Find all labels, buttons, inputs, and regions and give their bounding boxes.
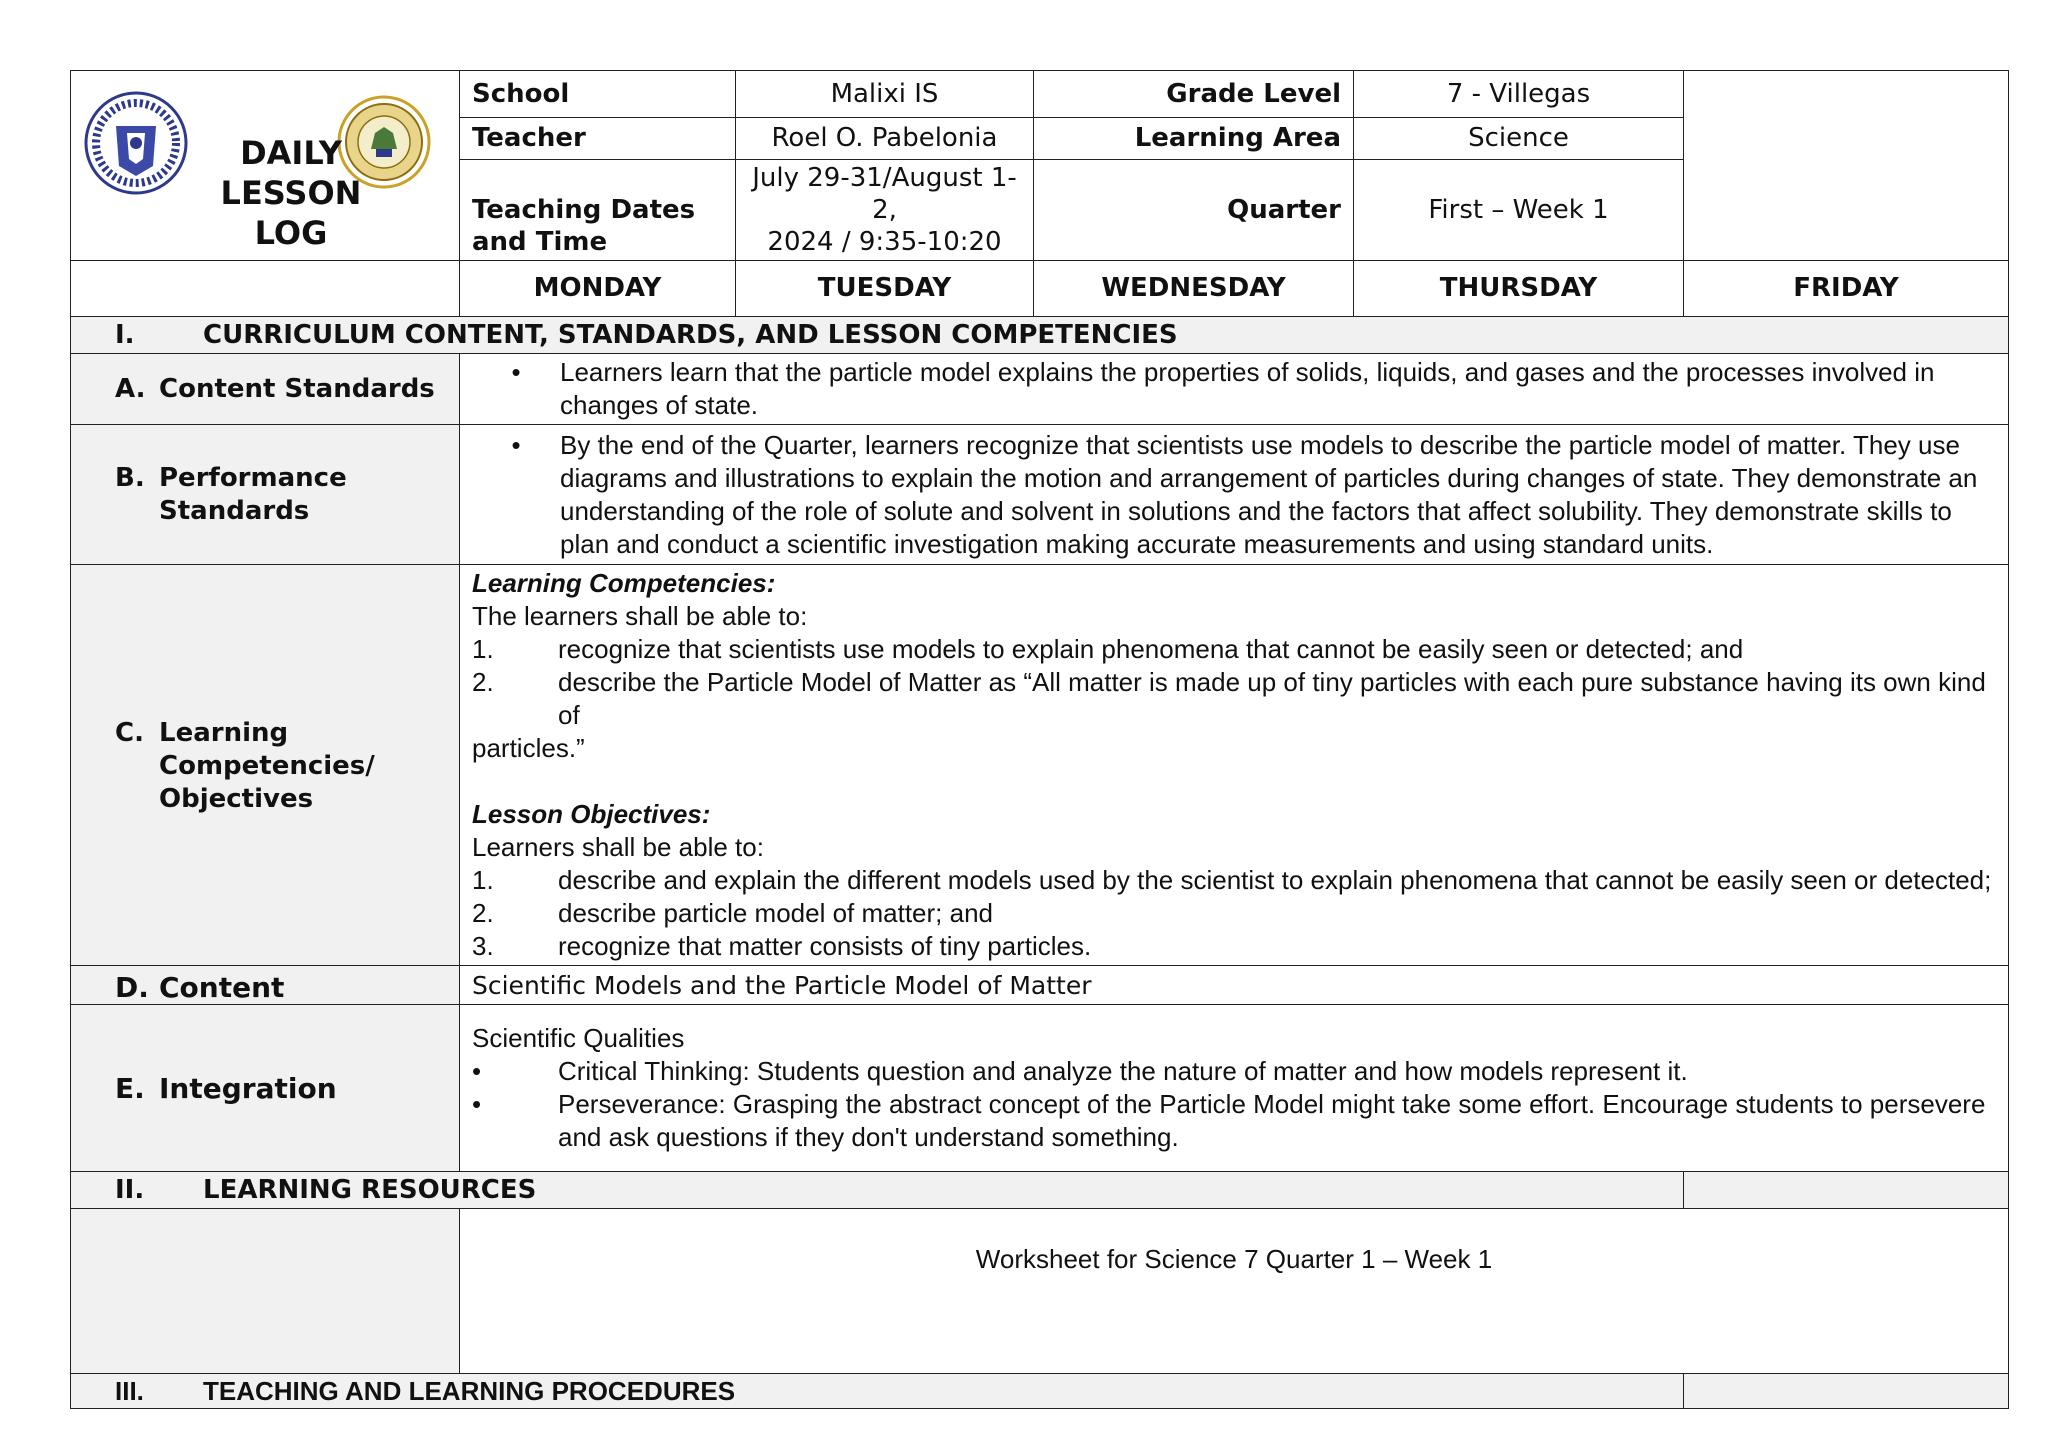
learning-competencies-content bbox=[460, 565, 2009, 966]
quarter-value: First – Week 1 bbox=[1354, 160, 1684, 261]
item-continuation: particles.” bbox=[472, 733, 585, 763]
section-curriculum-heading bbox=[71, 317, 2009, 354]
item-text: describe particle model of matter; and bbox=[558, 898, 993, 928]
performance-standards-label bbox=[71, 425, 460, 565]
item-number: 2. bbox=[472, 898, 494, 928]
day-friday: FRIDAY bbox=[1684, 261, 2009, 317]
content-label bbox=[71, 966, 460, 1005]
section-number: II. bbox=[115, 1174, 145, 1205]
resources-blank-cell bbox=[71, 1209, 460, 1374]
teaching-dates-value-line2: 2024 / 9:35-10:20 bbox=[767, 227, 1002, 257]
list-item bbox=[472, 897, 1996, 930]
section-title: TEACHING AND LEARNING PROCEDURES bbox=[203, 1375, 736, 1406]
item-number: 1. bbox=[472, 865, 494, 895]
daily-lesson-log-title bbox=[181, 133, 401, 253]
deped-seal-icon bbox=[86, 93, 186, 193]
logo-area bbox=[71, 71, 459, 260]
row-label-text: Content bbox=[159, 971, 285, 1004]
content-standards-body: Learners learn that the particle model explains the properties of solids, liquids, and gases and the processes involved in changes of state. bbox=[560, 357, 1935, 420]
row-letter: D. bbox=[115, 971, 149, 1004]
section-procedures-heading bbox=[71, 1374, 1684, 1409]
grade-level-value: 7 - Villegas bbox=[1354, 71, 1684, 118]
section-title: CURRICULUM CONTENT, STANDARDS, AND LESSON COMPETENCIES bbox=[203, 319, 1178, 350]
teaching-dates-label bbox=[460, 160, 736, 261]
row-label-text bbox=[159, 717, 375, 816]
learning-area-value: Science bbox=[1354, 118, 1684, 160]
teaching-dates-label-line2: and Time bbox=[472, 227, 608, 257]
title-line-daily: DAILY bbox=[240, 134, 342, 172]
day-monday: MONDAY bbox=[460, 261, 736, 317]
section-learning-resources-heading bbox=[71, 1172, 1684, 1209]
content-standards-text bbox=[460, 354, 2009, 425]
section-blank-cell bbox=[1684, 1374, 2009, 1409]
section-number: III. bbox=[115, 1375, 144, 1406]
section-number: I. bbox=[115, 319, 135, 350]
content-standards-label bbox=[71, 354, 460, 425]
integration-content bbox=[460, 1005, 2009, 1172]
days-blank-cell bbox=[71, 261, 460, 317]
label-line2: Standards bbox=[159, 495, 310, 526]
teaching-dates-value bbox=[736, 160, 1034, 261]
item-text: recognize that scientists use models to explain phenomena that cannot be easily seen or detected; and bbox=[558, 634, 1744, 664]
learning-competencies-heading: Learning Competencies: bbox=[472, 568, 776, 598]
row-letter: C. bbox=[115, 717, 144, 748]
item-text: recognize that matter consists of tiny particles. bbox=[558, 931, 1092, 961]
item-text: Perseverance: Grasping the abstract concept of the Particle Model might take some effort. Encourage students to persevere and ask questions if they don't understand something. bbox=[558, 1089, 1986, 1152]
teaching-dates-label-line1: Teaching Dates bbox=[472, 195, 696, 225]
learning-competencies-intro: The learners shall be able to: bbox=[472, 601, 808, 631]
day-thursday: THURSDAY bbox=[1354, 261, 1684, 317]
row-letter: B. bbox=[115, 462, 145, 493]
bullet-icon: • bbox=[511, 357, 521, 387]
title-line-log: LOG bbox=[254, 214, 328, 252]
bullet-icon: • bbox=[472, 1089, 482, 1119]
row-label-text: Integration bbox=[159, 1071, 337, 1105]
item-number: 1. bbox=[472, 634, 494, 664]
list-item bbox=[472, 864, 1996, 897]
integration-heading: Scientific Qualities bbox=[472, 1023, 685, 1053]
day-tuesday: TUESDAY bbox=[736, 261, 1034, 317]
learning-area-label: Learning Area bbox=[1034, 118, 1354, 160]
quarter-label: Quarter bbox=[1034, 160, 1354, 261]
lesson-objectives-intro: Learners shall be able to: bbox=[472, 832, 764, 862]
integration-label bbox=[71, 1005, 460, 1172]
list-item bbox=[472, 633, 1996, 666]
performance-standards-text bbox=[460, 425, 2009, 565]
list-item bbox=[472, 1055, 1996, 1088]
list-item bbox=[472, 1088, 1996, 1154]
list-item bbox=[472, 666, 1996, 732]
resources-text: Worksheet for Science 7 Quarter 1 – Week 1 bbox=[460, 1209, 2009, 1374]
row-label-text: Content Standards bbox=[159, 373, 435, 404]
teacher-label: Teacher bbox=[460, 118, 736, 160]
bullet-icon: • bbox=[511, 429, 521, 460]
row-letter: E. bbox=[115, 1071, 145, 1105]
header-blank-cell bbox=[1684, 71, 2009, 261]
section-title: LEARNING RESOURCES bbox=[203, 1174, 537, 1205]
bullet-icon: • bbox=[472, 1056, 482, 1086]
label-line3: Objectives bbox=[159, 783, 314, 814]
lesson-objectives-heading: Lesson Objectives: bbox=[472, 799, 711, 829]
item-text: describe and explain the different models used by the scientist to explain phenomena that cannot be easily seen or detected; bbox=[558, 865, 1992, 895]
teacher-value: Roel O. Pabelonia bbox=[736, 118, 1034, 160]
label-line1: Learning bbox=[159, 717, 289, 748]
row-letter: A. bbox=[115, 373, 146, 404]
list-item bbox=[472, 930, 1996, 963]
header-logo-cell bbox=[71, 71, 460, 261]
school-label: School bbox=[460, 71, 736, 118]
item-text: Critical Thinking: Students question and analyze the nature of matter and how models represent it. bbox=[558, 1056, 1688, 1086]
grade-level-label: Grade Level bbox=[1034, 71, 1354, 118]
item-number: 2. bbox=[472, 667, 494, 697]
learning-competencies-label bbox=[71, 565, 460, 966]
item-number: 3. bbox=[472, 931, 494, 961]
row-label-text bbox=[159, 462, 347, 528]
item-text: describe the Particle Model of Matter as “All matter is made up of tiny particles with each pure substance having its own kind of bbox=[558, 667, 1986, 730]
teaching-dates-value-line1: July 29-31/August 1-2, bbox=[752, 163, 1017, 225]
label-line2: Competencies/ bbox=[159, 750, 375, 781]
daily-lesson-log-table bbox=[70, 70, 2009, 1409]
performance-standards-body: By the end of the Quarter, learners recognize that scientists use models to describe the particle model of matter. They use diagrams and illustrations to explain the motion and arrangement of particles during changes of state. They demonstrate an understanding of the role of solute and solvent in solutions and the factors that affect solubility. They demonstrate skills to plan and conduct a scientific investigation making accurate measurements and using standard units. bbox=[560, 429, 1978, 559]
title-line-lesson: LESSON bbox=[220, 174, 362, 212]
school-value: Malixi IS bbox=[736, 71, 1034, 118]
content-text: Scientific Models and the Particle Model of Matter bbox=[460, 966, 2009, 1005]
section-blank-cell bbox=[1684, 1172, 2009, 1209]
label-line1: Performance bbox=[159, 462, 347, 493]
day-wednesday: WEDNESDAY bbox=[1034, 261, 1354, 317]
